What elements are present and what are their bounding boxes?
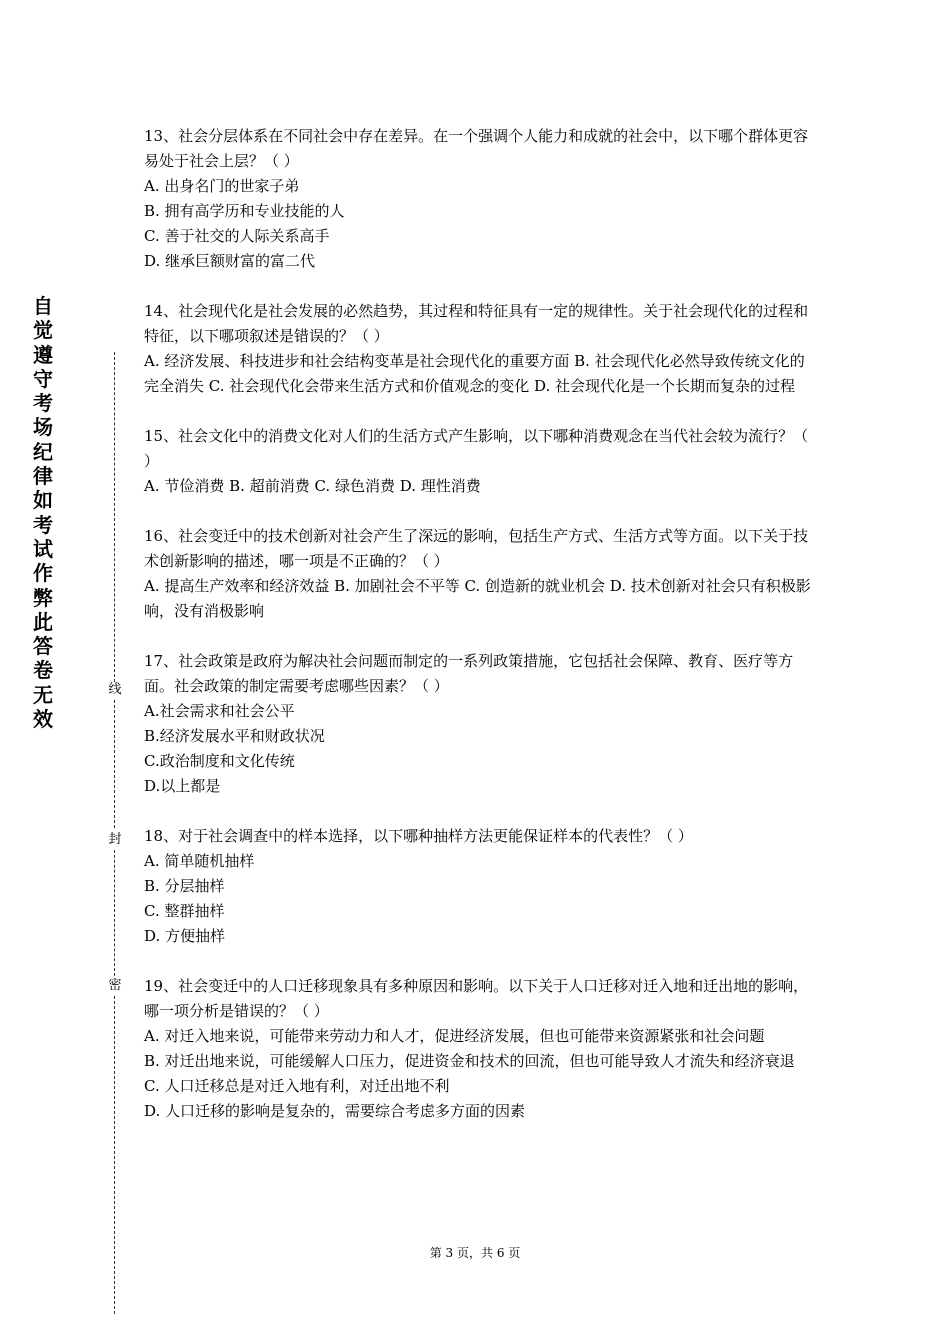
- option-c: C. 人口迁移总是对迁入地有利，对迁出地不利: [144, 1077, 450, 1095]
- options-inline: A. 提高生产效率和经济效益 B. 加剧社会不平等 C. 创造新的就业机会 D. 技术创新对社会只有积极影响，没有消极影响: [144, 577, 811, 620]
- seal-line-dashed: [114, 996, 115, 1314]
- question-15: [144, 424, 812, 499]
- seal-char-feng: 封: [106, 832, 124, 848]
- question-17: [144, 649, 812, 799]
- seal-line-dashed: [114, 700, 115, 828]
- question-19: [144, 974, 812, 1124]
- option-a: A.社会需求和社会公平: [144, 702, 295, 720]
- question-list: [144, 124, 812, 1149]
- options-inline: A. 节俭消费 B. 超前消费 C. 绿色消费 D. 理性消费: [144, 477, 481, 495]
- question-stem: 13、社会分层体系在不同社会中存在差异。在一个强调个人能力和成就的社会中，以下哪个群体更容易处于社会上层？（ ）: [144, 127, 809, 170]
- question-stem: 18、对于社会调查中的样本选择，以下哪种抽样方法更能保证样本的代表性？（ ）: [144, 827, 693, 845]
- page-number: 第 3 页，共 6 页: [429, 1246, 521, 1260]
- question-stem: 17、社会政策是政府为解决社会问题而制定的一系列政策措施，它包括社会保障、教育、医疗等方面。社会政策的制定需要考虑哪些因素？（ ）: [144, 652, 794, 695]
- option-b: B. 拥有高学历和专业技能的人: [144, 202, 345, 220]
- option-d: D. 方便抽样: [144, 927, 226, 945]
- question-18: [144, 824, 812, 949]
- question-16: [144, 524, 812, 624]
- option-a: A. 简单随机抽样: [144, 852, 255, 870]
- option-b: B. 分层抽样: [144, 877, 225, 895]
- seal-char-xian: 线: [106, 682, 124, 698]
- seal-char-mi: 密: [106, 978, 124, 994]
- option-c: C. 善于社交的人际关系高手: [144, 227, 330, 245]
- option-b: B. 对迁出地来说，可能缓解人口压力，促进资金和技术的回流，但也可能导致人才流失和经济衰退: [144, 1052, 795, 1070]
- option-d: D. 人口迁移的影响是复杂的，需要综合考虑多方面的因素: [144, 1102, 526, 1120]
- option-a: A. 对迁入地来说，可能带来劳动力和人才，促进经济发展，但也可能带来资源紧张和社会问题: [144, 1027, 765, 1045]
- option-d: D.以上都是: [144, 777, 221, 795]
- seal-line-dashed: [114, 352, 115, 682]
- question-stem: 15、社会文化中的消费文化对人们的生活方式产生影响，以下哪种消费观念在当代社会较为流行？（ ）: [144, 427, 809, 470]
- option-a: A. 出身名门的世家子弟: [144, 177, 300, 195]
- option-c: C. 整群抽样: [144, 902, 225, 920]
- question-13: [144, 124, 812, 274]
- question-stem: 14、社会现代化是社会发展的必然趋势，其过程和特征具有一定的规律性。关于社会现代化的过程和特征，以下哪项叙述是错误的？（ ）: [144, 302, 809, 345]
- exam-discipline-warning: 自觉遵守考场纪律如考试作弊此答卷无效: [33, 294, 53, 732]
- option-b: B.经济发展水平和财政状况: [144, 727, 325, 745]
- option-d: D. 继承巨额财富的富二代: [144, 252, 316, 270]
- question-14: [144, 299, 812, 399]
- option-c: C.政治制度和文化传统: [144, 752, 295, 770]
- question-stem: 16、社会变迁中的技术创新对社会产生了深远的影响，包括生产方式、生活方式等方面。以下关于技术创新影响的描述，哪一项是不正确的？（ ）: [144, 527, 809, 570]
- seal-line-dashed: [114, 850, 115, 976]
- options-inline: A. 经济发展、科技进步和社会结构变革是社会现代化的重要方面 B. 社会现代化必然导致传统文化的完全消失 C. 社会现代化会带来生活方式和价值观念的变化 D. 社会现代化是一个长期而复杂的过程: [144, 352, 805, 395]
- question-stem: 19、社会变迁中的人口迁移现象具有多种原因和影响。以下关于人口迁移对迁入地和迁出地的影响，哪一项分析是错误的？（ ）: [144, 977, 809, 1020]
